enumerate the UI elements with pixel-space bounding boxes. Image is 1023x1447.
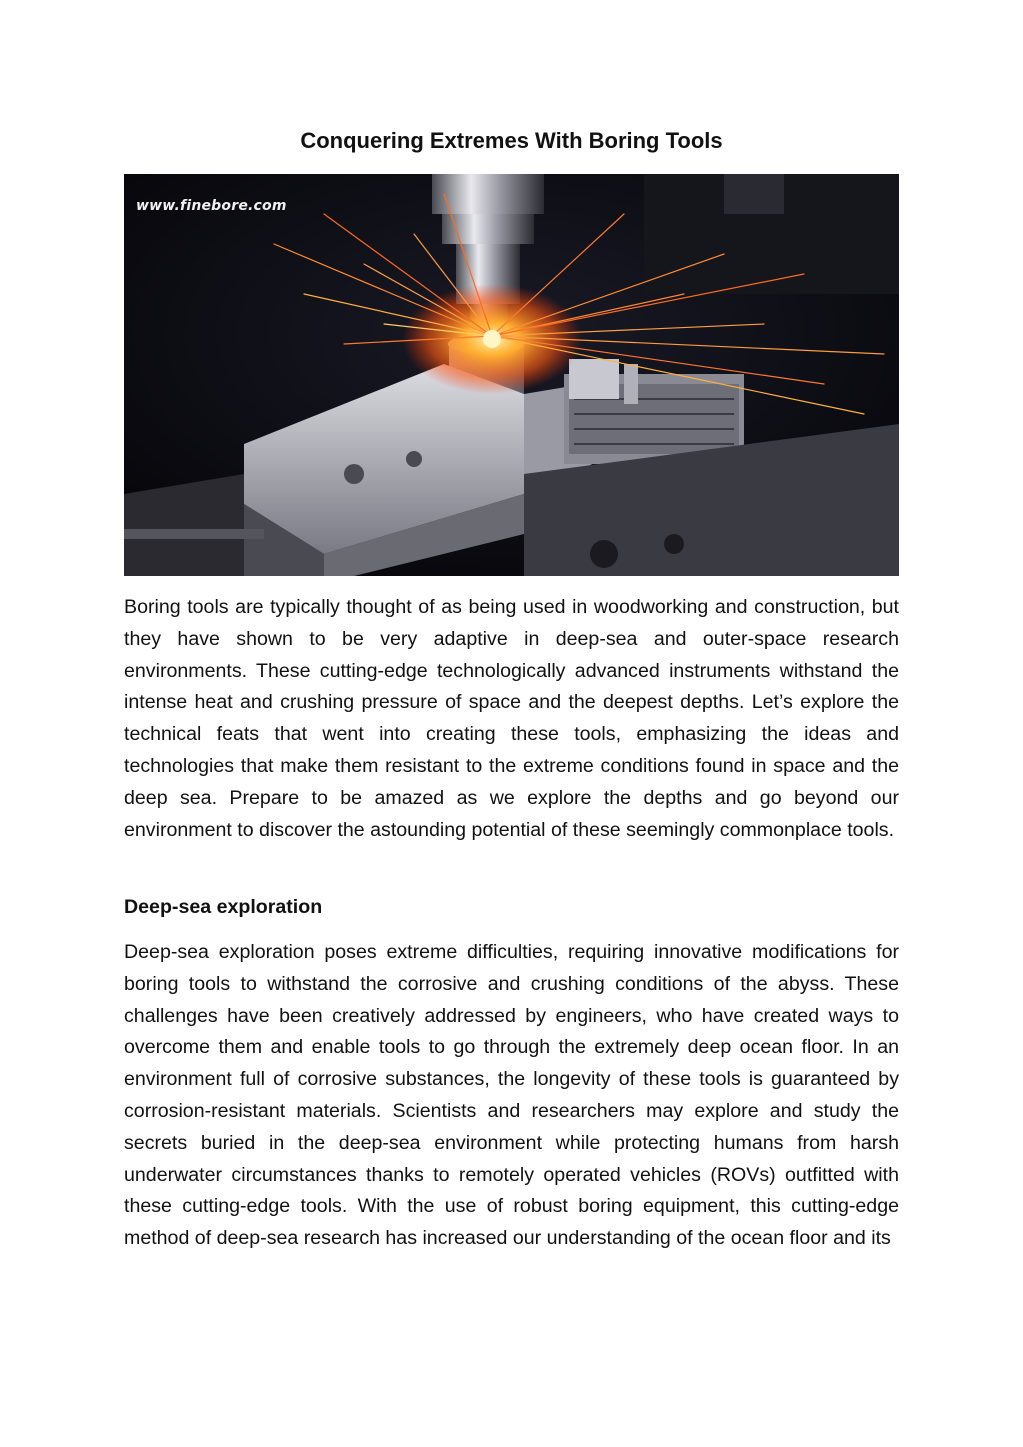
page-title: Conquering Extremes With Boring Tools — [300, 128, 723, 153]
watermark-text: www.finebore.com — [136, 198, 287, 214]
section-heading: Deep-sea exploration — [124, 896, 323, 918]
deep-sea-paragraph: Deep-sea exploration poses extreme difficulties, requiring innovative modifications for boring tools to withstand the corrosive and crushing conditions of the abyss. These challenges have been creatively addressed by engineers, who have created ways to overcome them and enable tools to go through the extremely deep ocean floor. In an environment full of corrosive substances, the longevity of these tools is guaranteed by corrosion-resistant materials. Scientists and researchers may explore and study the secrets buried in the deep-sea environment while protecting humans from harsh underwater circumstances thanks to remotely operated vehicles (ROVs) outfitted with these cutting-edge tools. With the use of robust boring equipment, this cutting-edge method of deep-sea research has increased our understanding of the ocean floor and its — [124, 941, 899, 1250]
machining-photo — [124, 174, 899, 576]
intro-paragraph: Boring tools are typically thought of as being used in woodworking and construction, but they have shown to be very adaptive in deep-sea and outer-space research environments. These cutting-edge technologically advanced instruments withstand the intense heat and crushing pressure of space and the deepest depths. Let’s explore the technical feats that went into creating these tools, emphasizing the ideas and technologies that make them resistant to the extreme conditions found in space and the deep sea. Prepare to be amazed as we explore the depths and go beyond our environment to discover the astounding potential of these seemingly commonplace tools. — [124, 596, 899, 841]
